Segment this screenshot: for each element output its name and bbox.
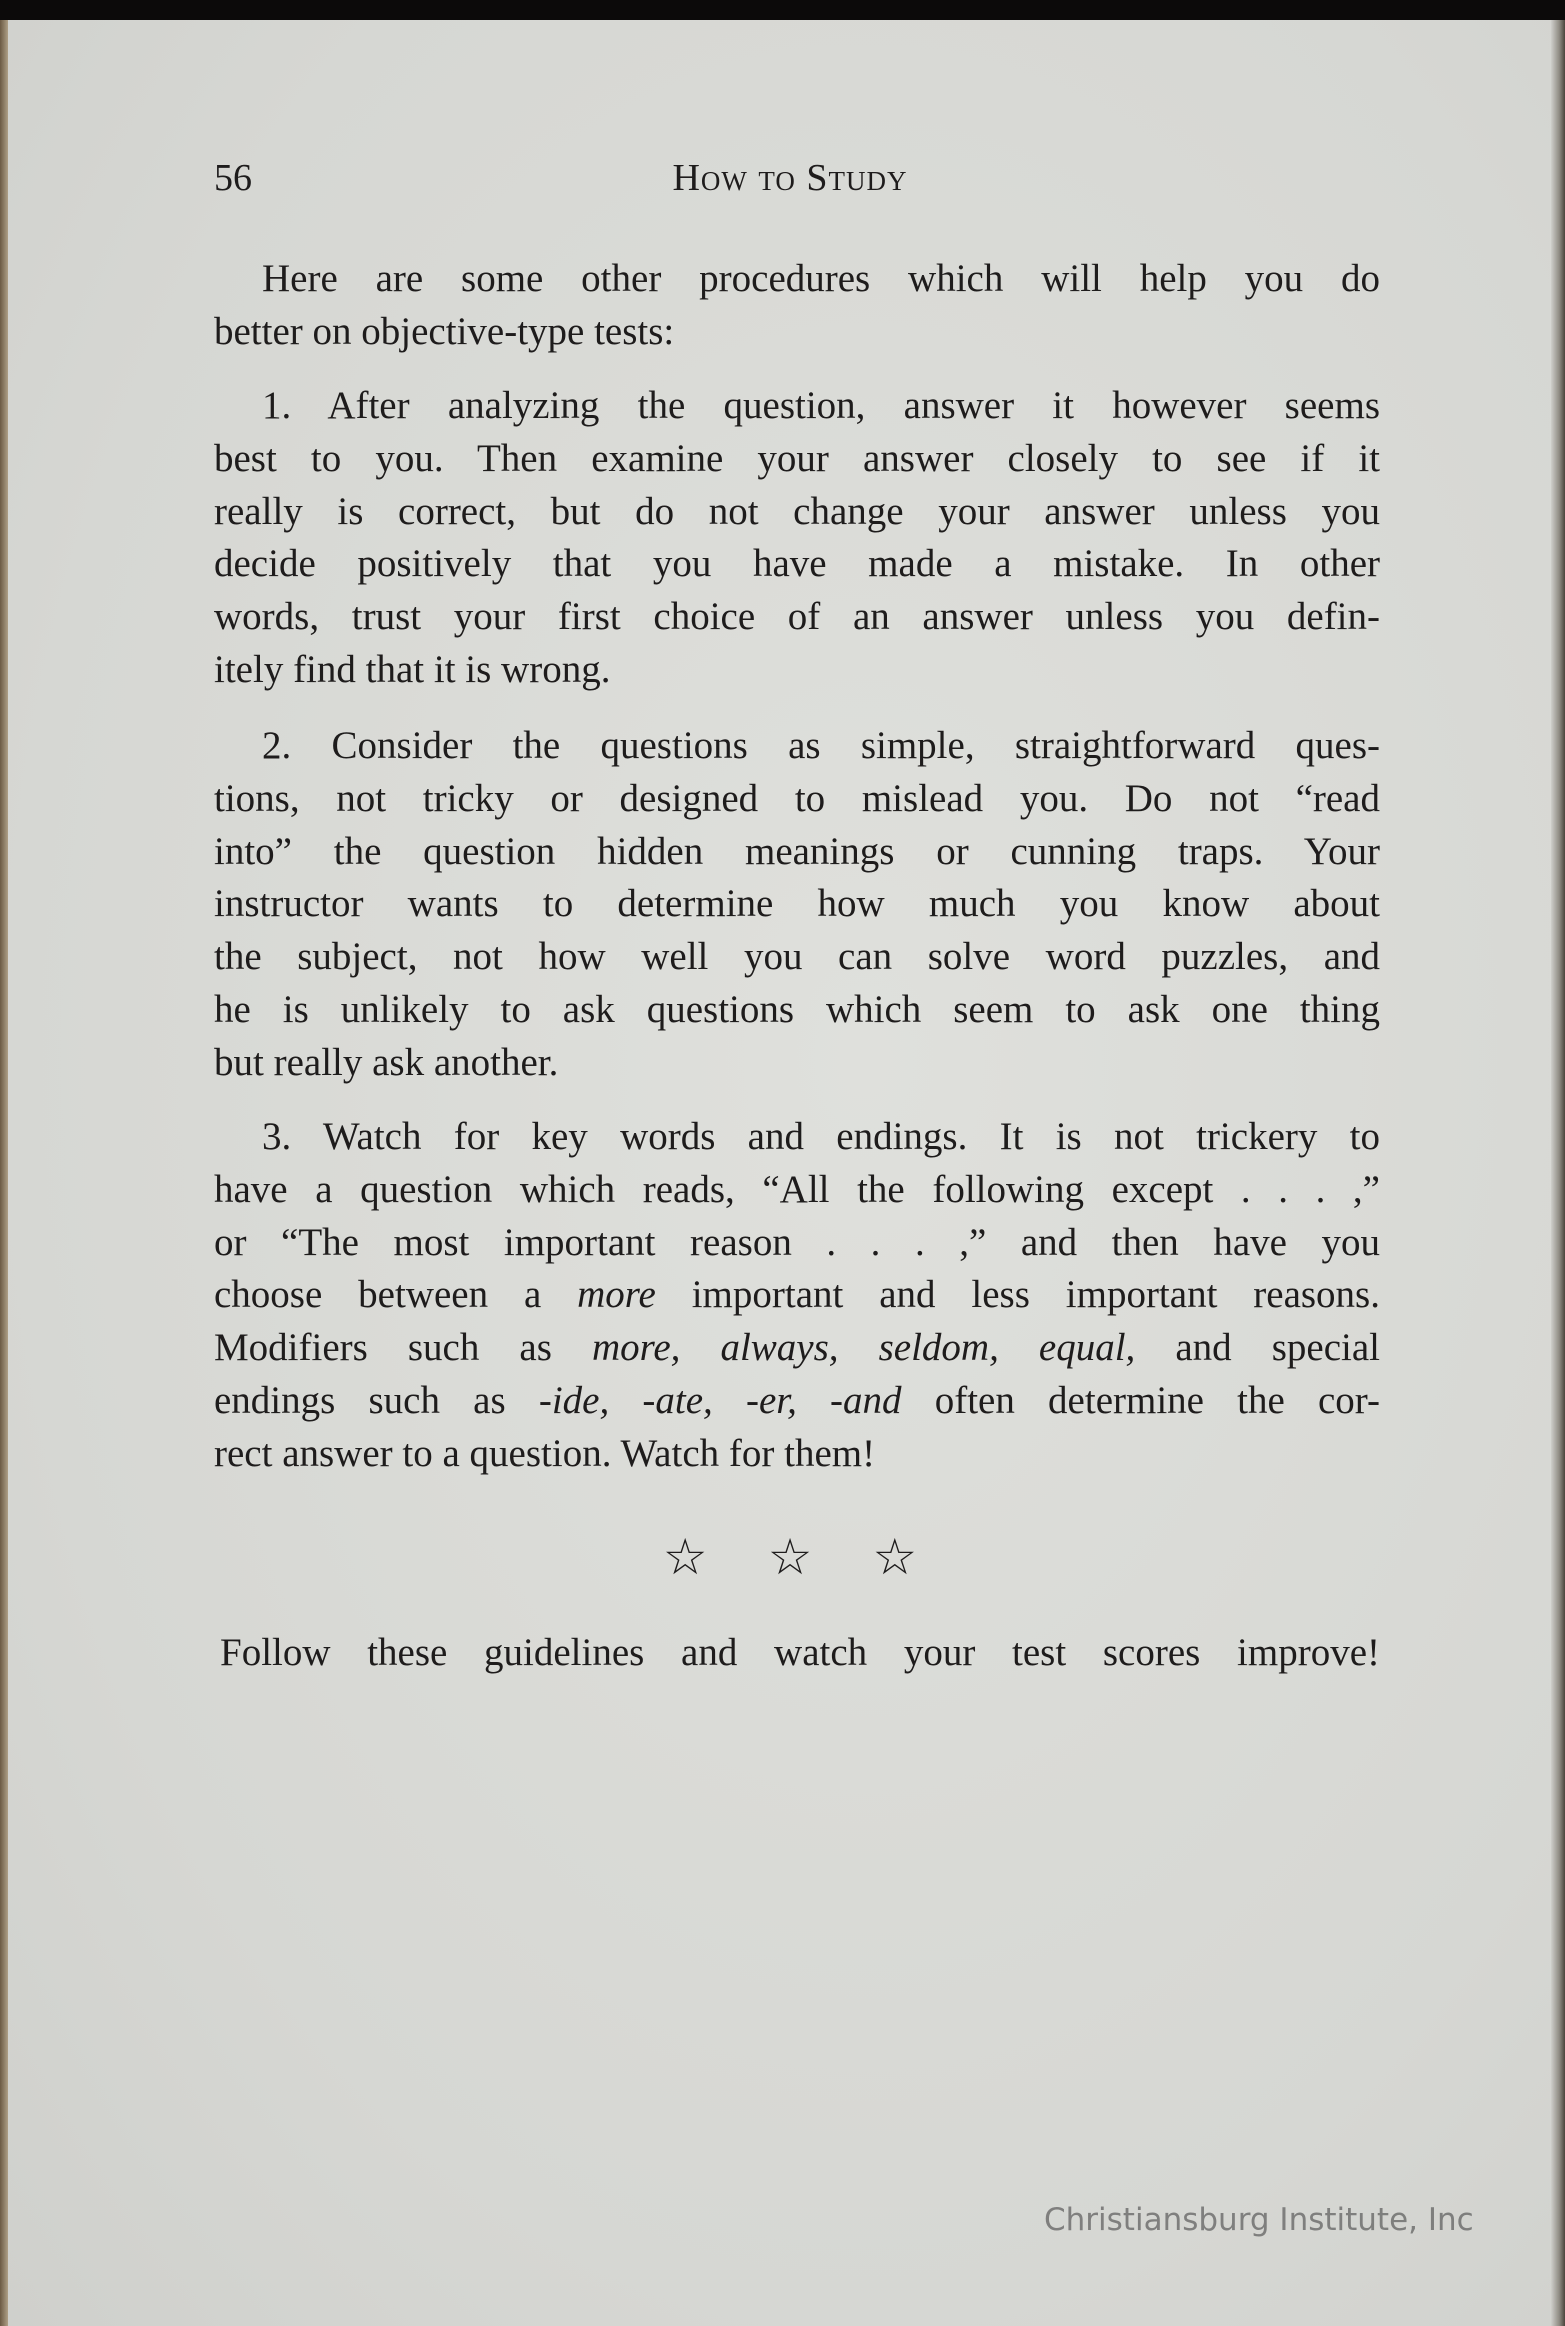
text-segment: he is unlikely to ask questions which seem to ask one thing xyxy=(214,987,1380,1031)
closing-sentence: Follow these guidelines and watch your test scores improve! xyxy=(220,1631,1380,1674)
text-line xyxy=(214,1111,1380,1164)
text-segment: tions, not tricky or designed to mislead you. Do not “read xyxy=(214,776,1380,820)
text-line xyxy=(214,538,1380,591)
text-segment: instructor wants to determine how much you know about xyxy=(214,882,1380,926)
text-segment: best to you. Then examine your answer closely to see if it xyxy=(214,436,1380,480)
text-segment: the subject, not how well you can solve word puzzles, and xyxy=(214,935,1380,979)
text-line xyxy=(214,433,1380,486)
text-segment: 3. Watch for key words and endings. It is not trickery to xyxy=(262,1115,1380,1158)
numbered-item-2 xyxy=(214,720,1380,1090)
text-line xyxy=(214,253,1380,306)
text-segment: or “The most important reason . . . ,” and then have you xyxy=(214,1220,1380,1264)
text-segment: important and less important reasons. xyxy=(655,1273,1380,1317)
text-segment: rect answer to a question. Watch for them! xyxy=(214,1431,876,1475)
text-line xyxy=(214,1428,1380,1481)
text-line xyxy=(214,826,1380,879)
section-separator xyxy=(0,1528,1565,1586)
italic-text: more xyxy=(577,1273,656,1317)
text-line xyxy=(214,878,1380,931)
watermark: Christiansburg Institute, Inc xyxy=(1044,2202,1474,2238)
text-line xyxy=(214,773,1380,826)
text-line xyxy=(214,486,1380,539)
text-segment: endings such as xyxy=(214,1378,539,1422)
star-icon: ☆ xyxy=(662,1528,708,1586)
text-line xyxy=(214,591,1380,644)
text-segment: really is correct, but do not change your answer unless you xyxy=(214,489,1380,533)
text-segment: words, trust your first choice of an answer unless you defin- xyxy=(214,595,1380,639)
text-segment: better on objective-type tests: xyxy=(214,309,675,353)
text-segment: 1. After analyzing the question, answer it however seems xyxy=(262,384,1380,427)
text-segment: into” the question hidden meanings or cunning traps. Your xyxy=(214,829,1380,873)
text-segment: itely find that it is wrong. xyxy=(214,647,611,691)
star-icon: ☆ xyxy=(872,1528,918,1586)
italic-text: more, always, seldom, equal, xyxy=(591,1326,1136,1370)
text-segment: but really ask another. xyxy=(214,1040,559,1084)
running-title: How to Study xyxy=(672,157,908,199)
text-segment: have a question which reads, “All the following except . . . ,” xyxy=(214,1167,1380,1211)
text-line xyxy=(214,1164,1380,1217)
text-segment: decide positively that you have made a mistake. In other xyxy=(214,542,1380,586)
text-line xyxy=(214,306,1380,359)
text-line xyxy=(214,1269,1380,1322)
star-icon: ☆ xyxy=(767,1528,813,1586)
text-segment: 2. Consider the questions as simple, straightforward ques- xyxy=(262,724,1380,767)
page-right-edge xyxy=(1551,20,1565,2326)
text-segment: Modifiers such as xyxy=(214,1326,592,1370)
text-line xyxy=(214,1217,1380,1270)
page-number: 56 xyxy=(214,157,252,199)
text-segment: choose between a xyxy=(214,1273,578,1317)
text-line xyxy=(214,644,1380,697)
text-line xyxy=(214,380,1380,433)
text-line xyxy=(214,984,1380,1037)
italic-text: -ide, -ate, -er, -and xyxy=(538,1378,902,1422)
text-line xyxy=(214,931,1380,984)
text-segment: often determine the cor- xyxy=(901,1378,1380,1422)
text-line xyxy=(214,1375,1380,1428)
numbered-item-1 xyxy=(214,380,1380,697)
text-segment: Here are some other procedures which will help you do xyxy=(262,257,1380,300)
numbered-item-3 xyxy=(214,1111,1380,1481)
intro-paragraph xyxy=(214,253,1380,359)
text-line xyxy=(214,1037,1380,1090)
text-segment: and special xyxy=(1135,1326,1380,1370)
text-line xyxy=(214,720,1380,773)
text-line xyxy=(214,1322,1380,1375)
